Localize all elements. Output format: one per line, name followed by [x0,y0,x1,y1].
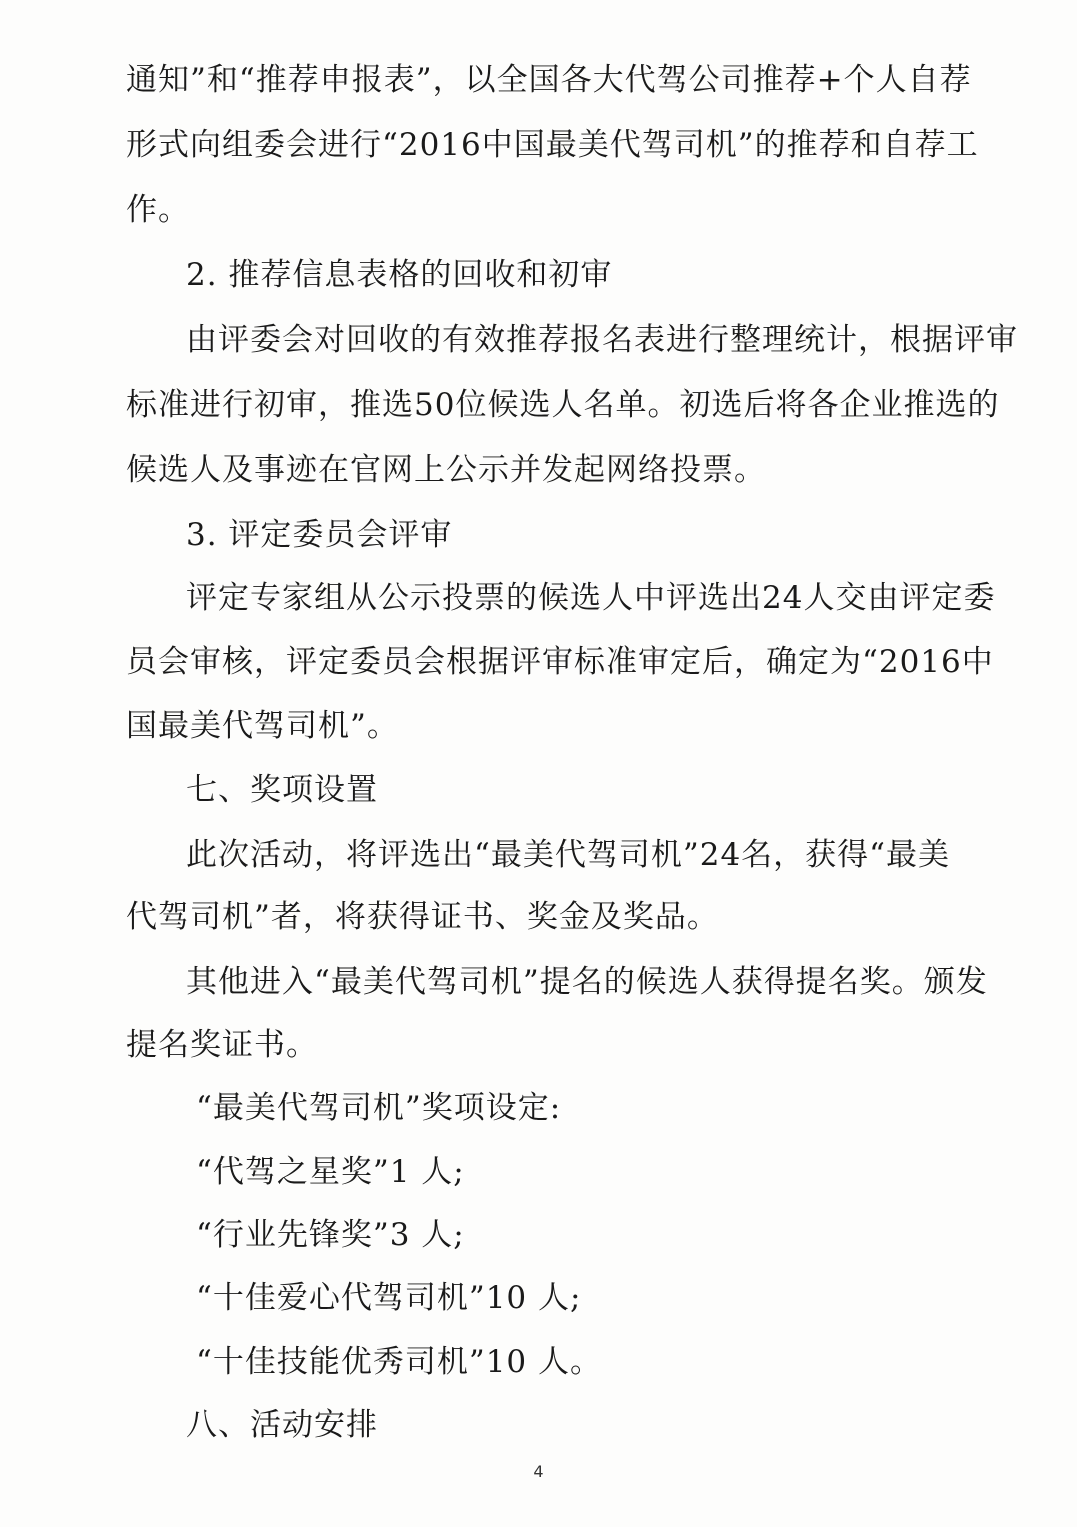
section-heading: 七、奖项设置 [186,772,378,808]
paragraph-line: 其 他 进 入 “ 最 美 代 驾 司 机 ” 提 名 的 候 选 人 获 得 提 名 奖 。 颁 发 [186,964,988,1000]
paragraph-line: 代驾司机”者，将获得证书、奖金及奖品。 [126,899,719,935]
paragraph-line: 国最美代驾司机”。 [126,708,399,744]
paragraph-line: 形 式 向 组 委 会 进 行 “ 2016 中 国 最 美 代 驾 司 机 ” 的 推 荐 和 自 荐 工 [126,127,979,163]
award-intro: “最美代驾司机”奖项设定: [196,1090,562,1126]
paragraph-line: 由 评 委 会 对 回 收 的 有 效 推 荐 报 名 表 进 行 整 理 统 计 ， 根 据 评 审 [186,322,1018,358]
section-heading: 3. 评定委员会评审 [186,517,453,553]
section-heading: 八、活动安排 [186,1407,378,1443]
paragraph-line: 提名奖证书。 [126,1027,318,1063]
award-item: “十佳技能优秀司机”10 人。 [196,1344,602,1380]
award-item: “十佳爱心代驾司机”10 人; [196,1280,582,1316]
paragraph-line: 候选人及事迹在官网上公示并发起网络投票。 [126,452,766,488]
paragraph-line: 作。 [126,192,190,228]
paragraph-line: 评 定 专 家 组 从 公 示 投 票 的 候 选 人 中 评 选 出 24 人 交 由 评 定 委 [186,580,996,616]
paragraph-line: 标 准 进 行 初 审 ， 推 选 50 位 候 选 人 名 单 。 初 选 后 将 各 企 业 推 选 的 [126,387,1000,423]
paragraph-line: 通 知 ” 和 “ 推 荐 申 报 表 ” ， 以 全 国 各 大 代 驾 公 司 推 荐 + 个 人 自 荐 [126,62,972,98]
section-heading: 2. 推荐信息表格的回收和初审 [186,257,613,293]
award-item: “代驾之星奖”1 人; [196,1154,465,1190]
paragraph-line: 此 次 活 动 ， 将 评 选 出 “ 最 美 代 驾 司 机 ” 24 名 ， 获 得 “ 最 美 [186,837,951,873]
paragraph-line: 员 会 审 核 ， 评 定 委 员 会 根 据 评 审 标 准 审 定 后 ， 确 定 为 “ 2016 中 [126,644,994,680]
page-number: 4 [533,1462,544,1481]
award-item: “行业先锋奖”3 人; [196,1217,465,1253]
